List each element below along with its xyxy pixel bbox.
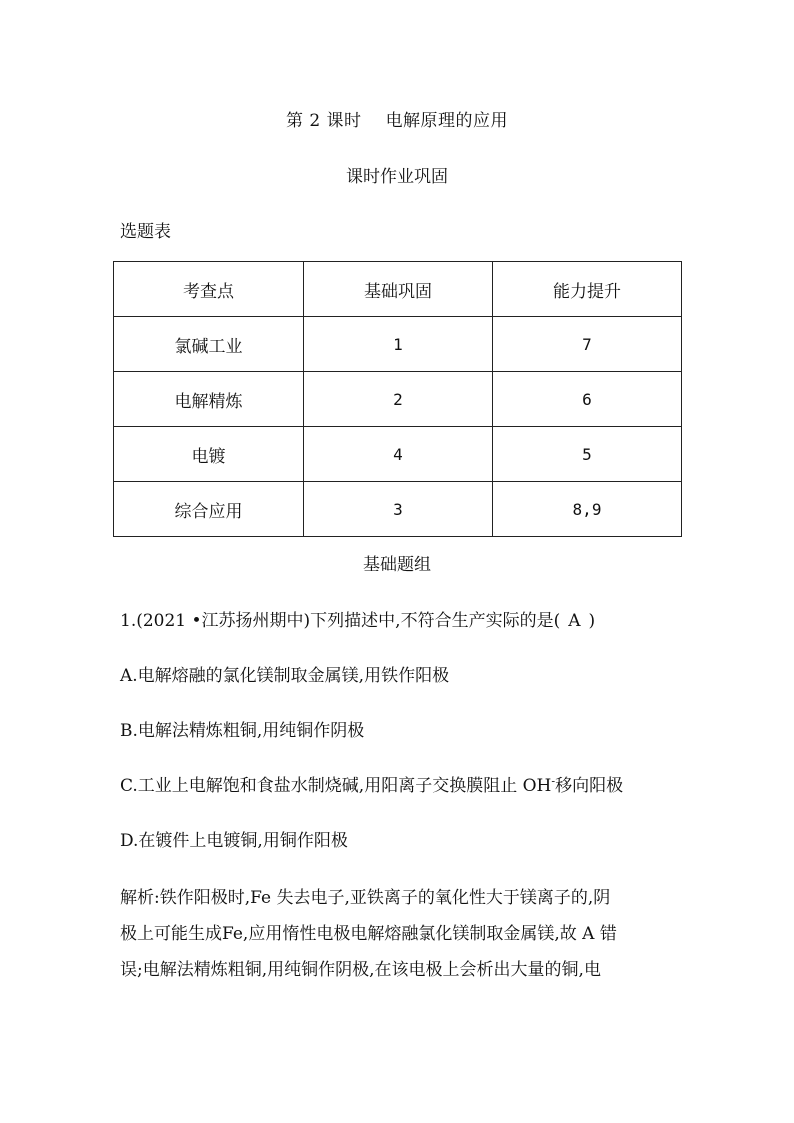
- lesson-title: [0, 106, 794, 131]
- table-cell: 6: [493, 372, 682, 427]
- table-cell: 7: [493, 317, 682, 372]
- header-cell-topic: 考查点: [114, 262, 304, 317]
- analysis-paragraph: [120, 880, 665, 988]
- option-d: D.在镀件上电镀铜,用铜作阳极: [120, 831, 348, 851]
- table-cell: 3: [304, 482, 493, 537]
- lesson-topic: 电解原理的应用: [385, 111, 509, 131]
- table-row: [114, 427, 682, 482]
- table-cell: 2: [304, 372, 493, 427]
- selection-table-label: 选题表: [120, 222, 171, 242]
- option-c-text: C.工业上电解饱和食盐水制烧碱,用阳离子交换膜阻止 OH: [120, 776, 552, 796]
- question-stem: [120, 606, 595, 631]
- table-row: [114, 482, 682, 537]
- table-cell: 综合应用: [114, 482, 304, 537]
- option-c: [120, 771, 623, 796]
- table-cell: 氯碱工业: [114, 317, 304, 372]
- table-cell: 电解精炼: [114, 372, 304, 427]
- question-stem-close: ): [588, 611, 596, 631]
- analysis-line-1: 解析:铁作阳极时,Fe 失去电子,亚铁离子的氧化性大于镁离子的,阴: [120, 888, 611, 908]
- group-title: 基础题组: [363, 555, 431, 575]
- table-header-row: [114, 262, 682, 317]
- option-c-text-end: 移向阳极: [555, 776, 624, 796]
- table-cell: 5: [493, 427, 682, 482]
- analysis-line-3: 误;电解法精炼粗铜,用纯铜作阴极,在该电极上会析出大量的铜,电: [120, 960, 601, 980]
- question-answer: A: [568, 611, 581, 631]
- lesson-number: 第 2 课时: [285, 111, 362, 131]
- option-c-superscript: -: [551, 774, 556, 788]
- selection-table: [113, 261, 682, 537]
- table-cell: 8,9: [493, 482, 682, 537]
- option-b: B.电解法精炼粗铜,用纯铜作阴极: [120, 721, 365, 741]
- question-stem-text: 1.(2021 •江苏扬州期中)下列描述中,不符合生产实际的是(: [120, 611, 561, 631]
- table-cell: 1: [304, 317, 493, 372]
- table-row: [114, 372, 682, 427]
- section-subtitle: 课时作业巩固: [346, 167, 448, 187]
- table-cell: 电镀: [114, 427, 304, 482]
- table-cell: 4: [304, 427, 493, 482]
- header-cell-basic: 基础巩固: [304, 262, 493, 317]
- header-cell-advanced: 能力提升: [493, 262, 682, 317]
- analysis-line-2: 极上可能生成Fe,应用惰性电极电解熔融氯化镁制取金属镁,故 A 错: [120, 924, 617, 944]
- table-row: [114, 317, 682, 372]
- option-a: A.电解熔融的氯化镁制取金属镁,用铁作阳极: [120, 666, 450, 686]
